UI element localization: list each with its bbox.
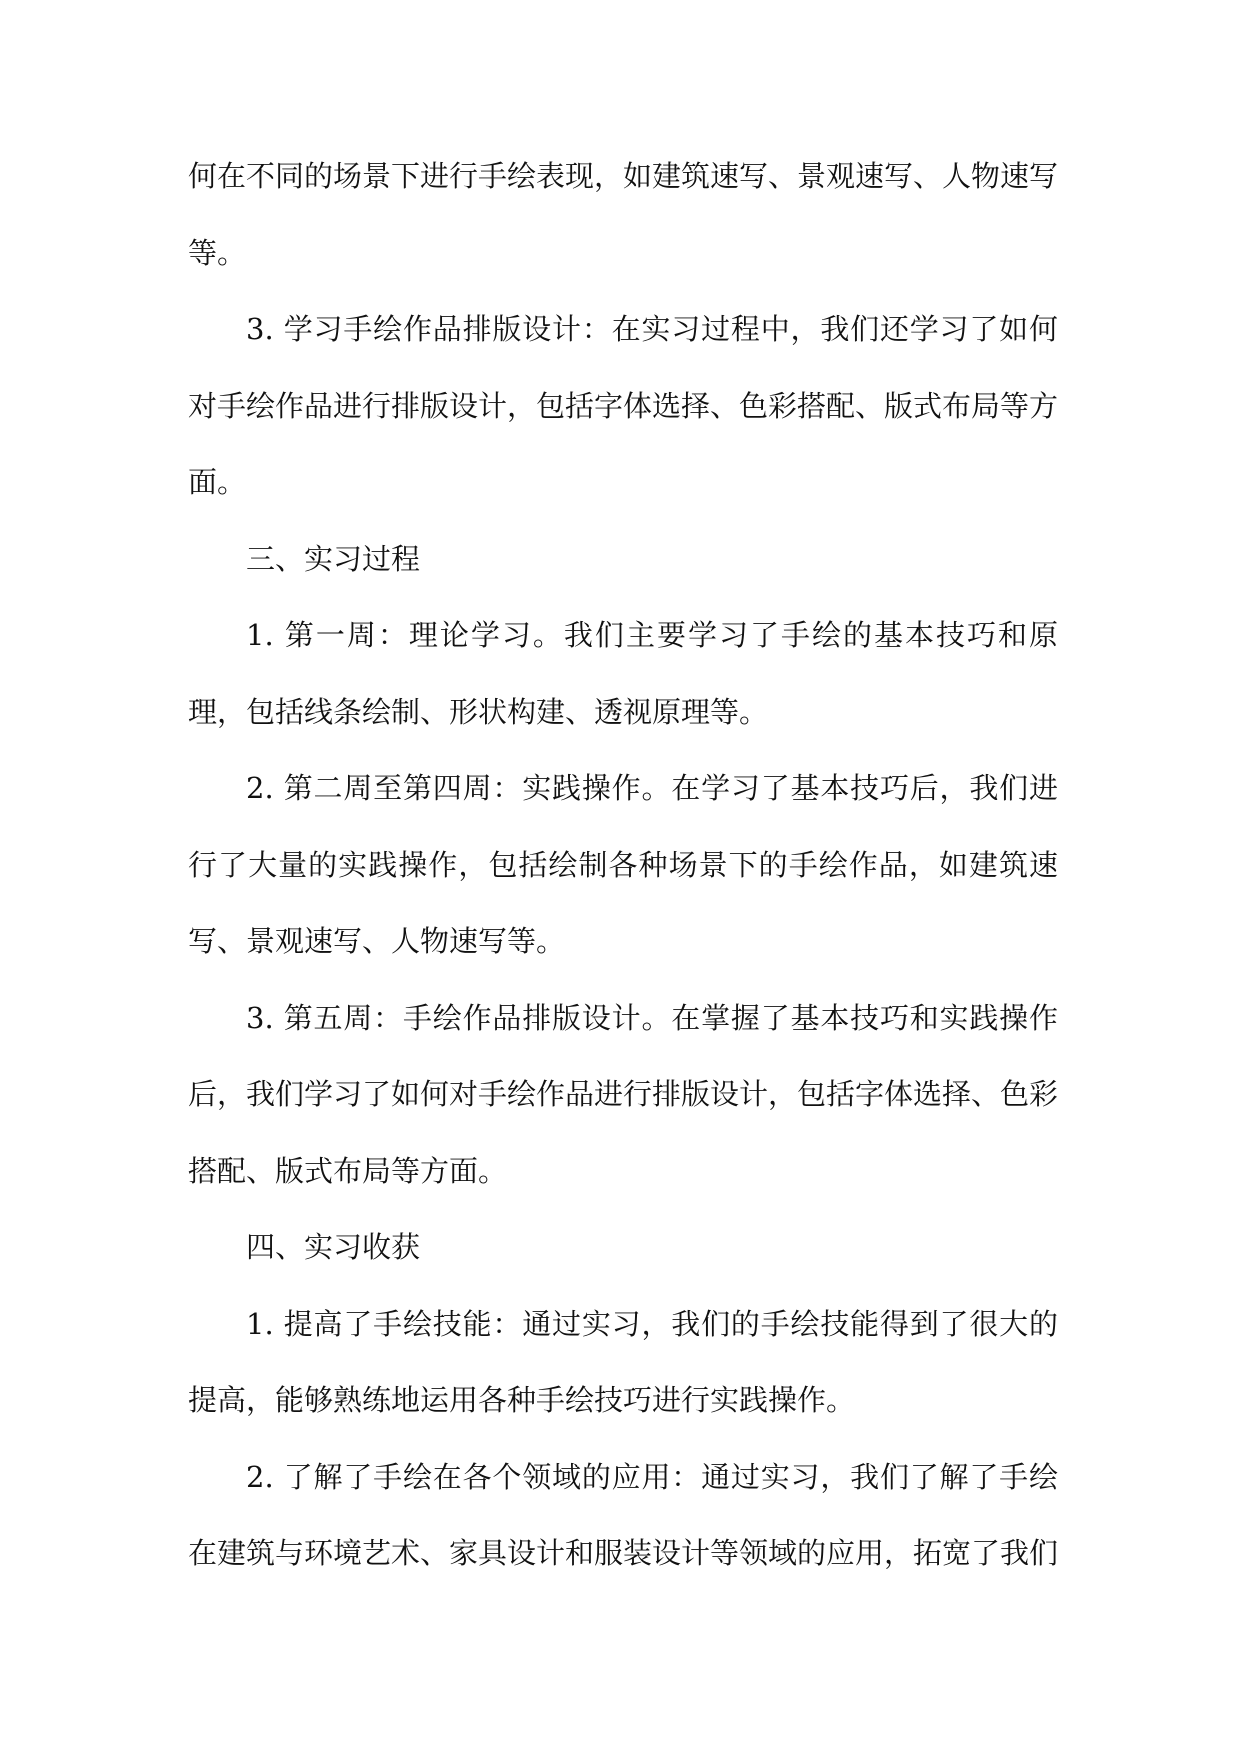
paragraph-gain-2: 2. 了解了手绘在各个领域的应用：通过实习，我们了解了手绘在建筑与环境艺术、家具设计和服装设计等领域的应用，拓宽了我们 xyxy=(188,1459,1059,1570)
paragraph-continuation: 何在不同的场景下进行手绘表现，如建筑速写、景观速写、人物速写等。 xyxy=(188,159,1059,270)
paragraph-week-1: 1. 第一周：理论学习。我们主要学习了手绘的基本技巧和原理，包括线条绘制、形状构建、透视原理等。 xyxy=(188,618,1058,729)
paragraph-gain-1: 1. 提高了手绘技能：通过实习，我们的手绘技能得到了很大的提高，能够熟练地运用各种手绘技巧进行实践操作。 xyxy=(188,1306,1058,1417)
paragraph-week-2-4: 2. 第二周至第四周：实践操作。在学习了基本技巧后，我们进行了大量的实践操作，包括绘制各种场景下的手绘作品，如建筑速写、景观速写、人物速写等。 xyxy=(188,771,1058,958)
section-heading-process: 三、实习过程 xyxy=(246,541,421,576)
section-heading-gains: 四、实习收获 xyxy=(246,1230,421,1264)
paragraph-item-3-layout: 3. 学习手绘作品排版设计：在实习过程中，我们还学习了如何对手绘作品进行排版设计，包括字体选择、色彩搭配、版式布局等方面。 xyxy=(188,312,1059,499)
document-body xyxy=(188,138,1058,1592)
paragraph-week-5: 3. 第五周：手绘作品排版设计。在掌握了基本技巧和实践操作后，我们学习了如何对手绘作品进行排版设计，包括字体选择、色彩搭配、版式布局等方面。 xyxy=(188,1000,1059,1188)
